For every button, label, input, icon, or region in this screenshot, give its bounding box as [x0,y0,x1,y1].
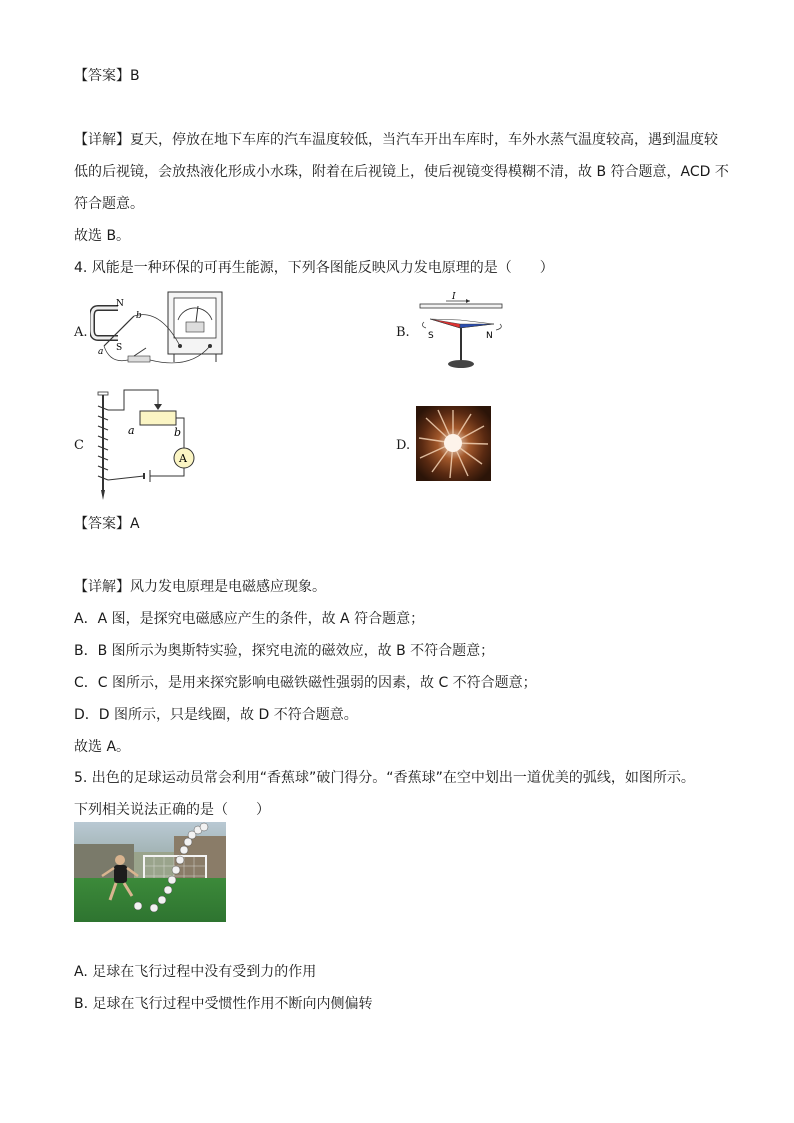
q4-option-b-label[interactable]: B. [396,325,410,340]
q4-conclusion: 故选 A。 [74,739,131,755]
fig-a-label-a: a [98,347,104,357]
q3-detail-line-1: 【详解】夏天，停放在地下车库的汽车温度较低，当汽车开出车库时，车外水蒸气温度较高，遇到温度较 [74,132,718,148]
q4-option-c-label[interactable]: C [74,438,84,453]
q4-detail-c: C．C 图所示，是用来探究影响电磁铁磁性强弱的因素，故 C 不符合题意； [74,675,537,691]
q5-option-a[interactable]: A. 足球在飞行过程中没有受到力的作用 [74,964,317,980]
answer-tag: 【答案】 [74,68,130,84]
detail-tag: 【详解】 [74,132,130,148]
fig-a-n-pole: N [116,299,124,309]
fig-b-n-pole: N [486,331,493,341]
answer-value: B [130,68,140,84]
q4-figure-c-electromagnet-circuit[interactable] [88,386,198,504]
q4-option-a-label[interactable]: A. [74,325,88,340]
fig-c-label-a: a [128,424,135,437]
fig-c-label-b: b [174,426,182,439]
q4-detail-intro: 【详解】风力发电原理是电磁感应现象。 [74,579,326,595]
q3-detail-line-2: 低的后视镜，会放热液化形成小水珠，附着在后视镜上，使后视镜变得模糊不清，故 B 符合题意，ACD 不 [74,164,729,180]
q5-question-line-2: 下列相关说法正确的是（ ） [74,802,270,818]
q4-option-d-label[interactable]: D. [396,438,411,453]
fig-a-label-b: b [136,311,142,321]
q3-detail-line-3: 符合题意。 [74,196,144,212]
q3-answer [74,66,140,86]
answer-value: A [130,516,140,532]
q5-banana-kick-photo [74,822,226,922]
answer-tag: 【答案】 [74,516,130,532]
q5-question-line-1: 5. 出色的足球运动员常会利用“香蕉球”破门得分。“香蕉球”在空中划出一道优美的弧线，如图所示。 [74,770,695,786]
fig-a-s-pole: S [116,343,123,353]
q4-detail-b: B．B 图所示为奥斯特实验，探究电流的磁效应，故 B 不符合题意； [74,643,495,659]
q4-figure-d-coil-photo[interactable] [416,406,491,481]
q5-option-b[interactable]: B. 足球在飞行过程中受惯性作用不断向内侧偏转 [74,996,373,1012]
q4-answer [74,514,140,534]
q4-figure-b-oersted-experiment[interactable] [416,288,506,372]
q4-question: 4. 风能是一种环保的可再生能源，下列各图能反映风力发电原理的是（ ） [74,260,554,276]
detail-tag: 【详解】 [74,579,130,595]
fig-b-current-label: I [452,292,456,302]
q4-figure-a-induction-apparatus[interactable] [90,288,225,372]
fig-b-s-pole: S [428,331,434,341]
q4-detail-a: A．A 图，是探究电磁感应产生的条件，故 A 符合题意； [74,611,425,627]
q4-detail-d: D．D 图所示，只是线圈，故 D 不符合题意。 [74,707,358,723]
q3-conclusion: 故选 B。 [74,228,131,244]
fig-c-ammeter-label: A [179,452,187,465]
